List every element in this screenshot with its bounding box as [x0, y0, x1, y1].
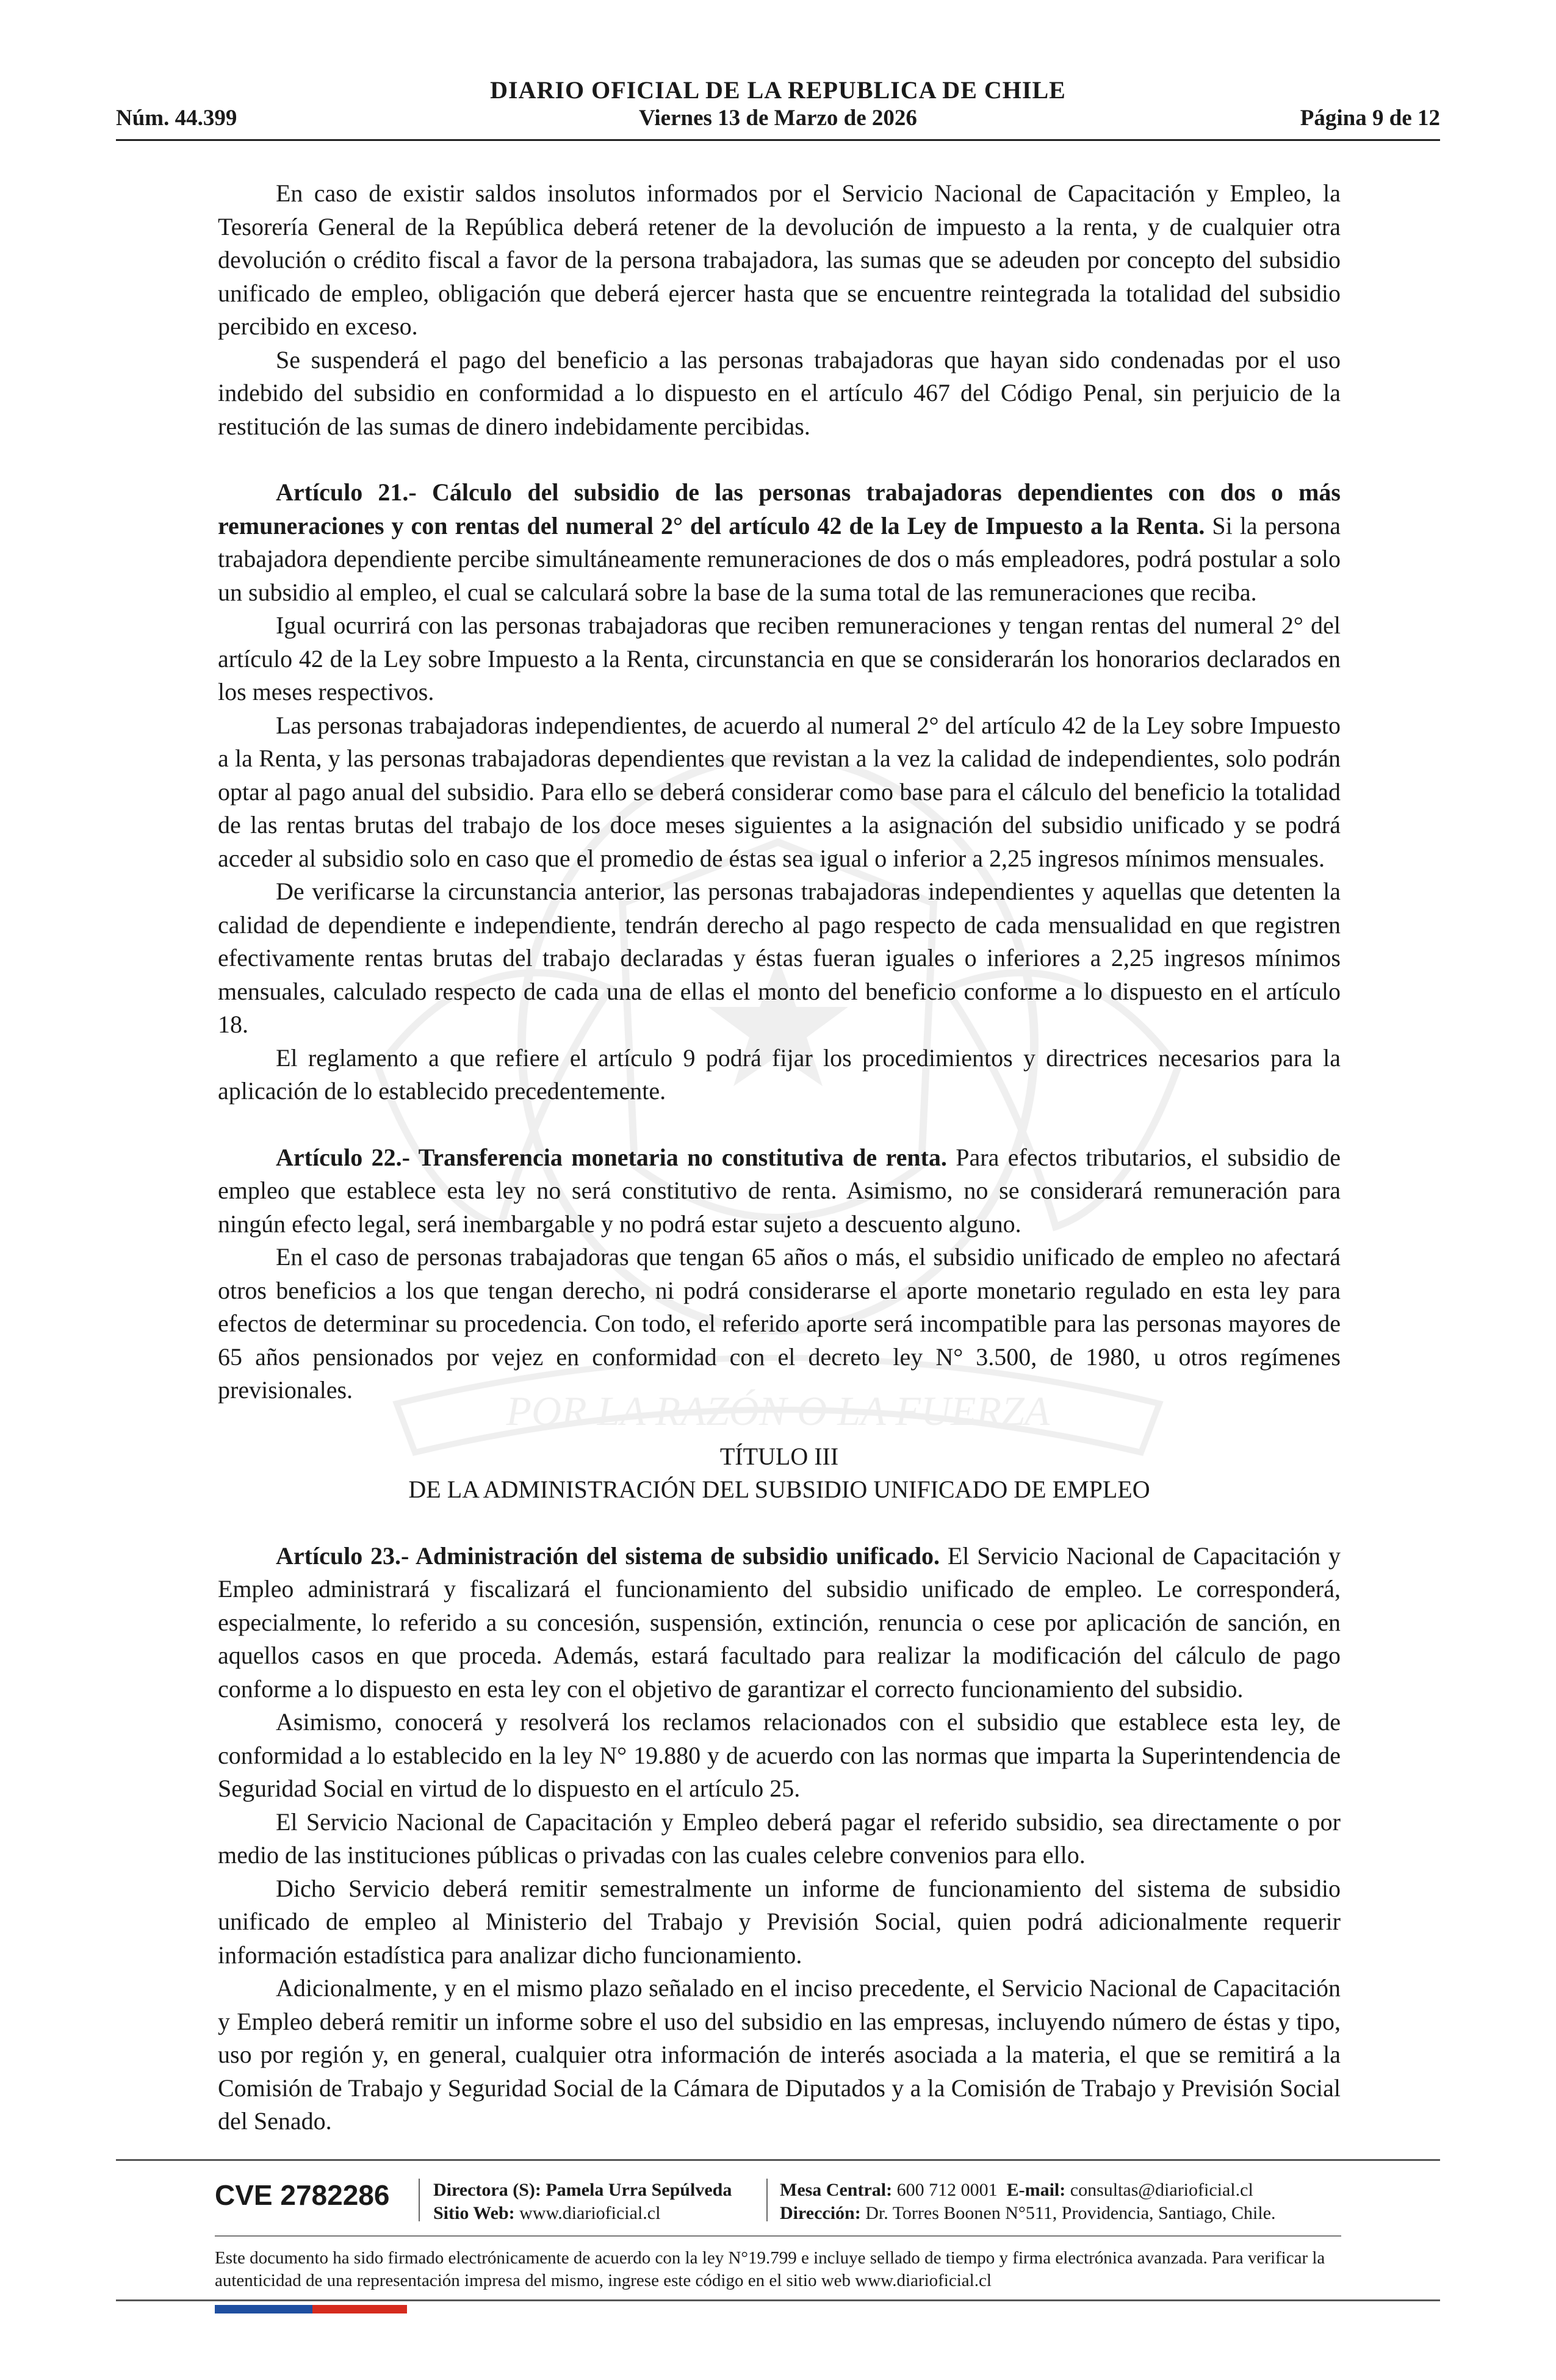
issue-number: Núm. 44.399 — [116, 106, 237, 131]
legal-notice: Este documento ha sido firmado electrónicamente de acuerdo con la ley N°19.799 e incluye sellado de tiempo y firma electrónica avanzada. Para verificar la autenticidad de una representación impresa del mismo, ingrese este código en el sitio web www.diarioficial.cl — [215, 2248, 1325, 2290]
paragraph: Las personas trabajadoras independientes, de acuerdo al numeral 2° del artículo 42 de la Ley sobre Impuesto a la Renta, y las personas trabajadoras dependientes que revistan a la vez la calidad de independientes, solo podrán optar al pago anual del subsidio. Para ello se deberá considerar como base para el cálculo del beneficio la totalidad de las rentas brutas del trabajo de los doce meses siguientes a la asignación del subsidio unificado y se podrá acceder al subsidio solo en caso que el promedio de éstas sea igual o inferior a 2,25 ingresos mínimos mensuales. — [218, 711, 1341, 872]
title-number: TÍTULO III — [719, 1442, 839, 1470]
footer-editor-info — [433, 2179, 732, 2225]
paragraph: Adicionalmente, y en el mismo plazo señalado en el inciso precedente, el Servicio Nacional de Capacitación y Empleo deberá remitir un informe sobre el uso del subsidio en las empresas, incluyendo número de éstas y tipo, uso por región y, en general, cualquier otra información de interés asociada a la materia, el que se remitirá a la Comisión de Trabajo y Seguridad Social de la Cámara de Diputados y a la Comisión de Trabajo y Previsión Social del Senado. — [218, 1974, 1341, 2135]
article-text: El Servicio Nacional de Capacitación y Empleo administrará y fiscalizará el funcionamiento del subsidio unificado de empleo. Le corresponderá, especialmente, lo referido a su concesión, suspensión, extinción, renuncia o cese por aplicación de sanción, en aquellos casos en que proceda. Además, estará facultado para realizar la modificación del cálculo de pago conforme a lo dispuesto en esta ley con el objetivo de garantizar el correcto funcionamiento del subsidio. — [218, 1542, 1341, 1703]
article-heading: Artículo 23.- Administración del sistema de subsidio unificado. — [276, 1542, 940, 1570]
flag-stripe-red — [312, 2305, 407, 2313]
article-text: Para efectos tributarios, el subsidio de empleo que establece esta ley no será constitutivo de renta. Asimismo, no se considerará remuneración para ningún efecto legal, será inembargable y no podrá estar sujeto a descuento alguno. — [218, 1143, 1341, 1238]
paragraph: El reglamento a que refiere el artículo 9 podrá fijar los procedimientos y directrices necesarios para la aplicación de lo establecido precedentemente. — [218, 1044, 1341, 1105]
flag-stripe-blue — [215, 2305, 312, 2313]
footer-divider — [116, 2159, 1440, 2161]
phone-value: 600 712 0001 — [896, 2180, 998, 2200]
article-23 — [218, 1540, 1341, 1706]
address-label: Dirección: — [780, 2203, 861, 2223]
paragraph: Dicho Servicio deberá remitir semestralmente un informe de funcionamiento del sistema de subsidio unificado de empleo al Ministerio del Trabajo y Previsión Social, quien podrá adicionalmente requerir información estadística para analizar dicho funcionamiento. — [218, 1874, 1341, 1969]
header-divider — [116, 139, 1440, 141]
email-link[interactable]: consultas@diarioficial.cl — [1070, 2180, 1253, 2200]
paragraph: En caso de existir saldos insolutos informados por el Servicio Nacional de Capacitación y Empleo, la Tesorería General de la República deberá retener de la devolución de impuesto a la renta, y de cualquier otra devolución o crédito fiscal a favor de la persona trabajadora, las sumas que se adeuden por concepto del subsidio unificado de empleo, obligación que deberá ejercer hasta que se encuentre reintegrada la totalidad del subsidio percibido en exceso. — [218, 179, 1341, 340]
paragraph: En el caso de personas trabajadoras que tengan 65 años o más, el subsidio unificado de empleo no afectará otros beneficios a los que tengan derecho, ni podrá considerarse el aporte monetario regulado en esta ley para efectos de determinar su procedencia. Con todo, el referido aporte será incompatible para las personas mayores de 65 años pensionados por vejez en conformidad con el decreto ley N° 3.500, de 1980, u otros regímenes previsionales. — [218, 1243, 1341, 1404]
article-21 — [218, 476, 1341, 609]
footer-divider — [116, 2299, 1440, 2301]
newspaper-title: DIARIO OFICIAL DE LA REPUBLICA DE CHILE — [490, 76, 1066, 104]
paragraph: El Servicio Nacional de Capacitación y Empleo deberá pagar el referido subsidio, sea directamente o por medio de las instituciones públicas o privadas con las cuales celebre convenios para ello. — [218, 1808, 1341, 1869]
email-label: E-mail: — [1006, 2180, 1066, 2200]
article-heading: Artículo 21.- Cálculo del subsidio de las personas trabajadoras dependientes con dos o más remuneraciones y con rentas del numeral 2° del artículo 42 de la Ley de Impuesto a la Renta. — [218, 478, 1341, 539]
phone-label: Mesa Central: — [780, 2180, 893, 2200]
title-name: DE LA ADMINISTRACIÓN DEL SUBSIDIO UNIFICADO DE EMPLEO — [408, 1476, 1150, 1503]
article-heading: Artículo 22.- Transferencia monetaria no constitutiva de renta. — [276, 1143, 947, 1171]
page-indicator: Página 9 de 12 — [1300, 106, 1440, 131]
issue-date: Viernes 13 de Marzo de 2026 — [639, 106, 917, 131]
footer-divider — [215, 2235, 1341, 2237]
paragraph: De verificarse la circunstancia anterior, las personas trabajadoras independientes y aquellas que detenten la calidad de dependiente e independiente, tendrán derecho al pago respecto de cada mensualidad en que registren efectivamente rentas brutas del trabajo declaradas y éstas fueran iguales o inferiores a 2,25 ingresos mínimos mensuales, calculado respecto de cada una de ellas el monto del beneficio conforme a lo dispuesto en el artículo 18. — [218, 878, 1341, 1038]
footer-separator — [766, 2179, 768, 2221]
title-section-heading — [218, 1440, 1341, 1507]
footer-contact-info — [780, 2179, 1276, 2225]
watermark-motto: POR LA RAZÓN O LA FUERZA — [506, 1388, 1050, 1434]
footer-separator — [419, 2179, 420, 2221]
article-22 — [218, 1141, 1341, 1241]
cve-code: CVE 2782286 — [215, 2179, 390, 2211]
document-body — [218, 177, 1341, 2138]
website-link[interactable]: www.diarioficial.cl — [519, 2203, 661, 2223]
article-text: Si la persona trabajadora dependiente percibe simultáneamente remuneraciones de dos o más empleadores, podrá postular a solo un subsidio al empleo, el cual se calculará sobre la base de la suma total de las remuneraciones que reciba. — [218, 511, 1341, 606]
paragraph: Se suspenderá el pago del beneficio a las personas trabajadoras que hayan sido condenadas por el uso indebido del subsidio en conformidad a lo dispuesto en el artículo 467 del Código Penal, sin perjuicio de la restitución de las sumas de dinero indebidamente percibidas. — [218, 345, 1341, 440]
directora-label: Directora (S): Pamela Urra Sepúlveda — [433, 2180, 732, 2200]
address-value: Dr. Torres Boonen N°511, Providencia, Santiago, Chile. — [865, 2203, 1276, 2223]
website-label: Sitio Web: — [433, 2203, 515, 2223]
paragraph: Igual ocurrirá con las personas trabajadoras que reciben remuneraciones y tengan rentas del numeral 2° del artículo 42 de la Ley sobre Impuesto a la Renta, circunstancia en que se considerarán los honorarios declarados en los meses respectivos. — [218, 611, 1341, 705]
paragraph: Asimismo, conocerá y resolverá los reclamos relacionados con el subsidio que establece esta ley, de conformidad a lo establecido en la ley N° 19.880 y de acuerdo con las normas que imparta la Superintendencia de Seguridad Social en virtud de lo dispuesto en el artículo 25. — [218, 1708, 1341, 1802]
